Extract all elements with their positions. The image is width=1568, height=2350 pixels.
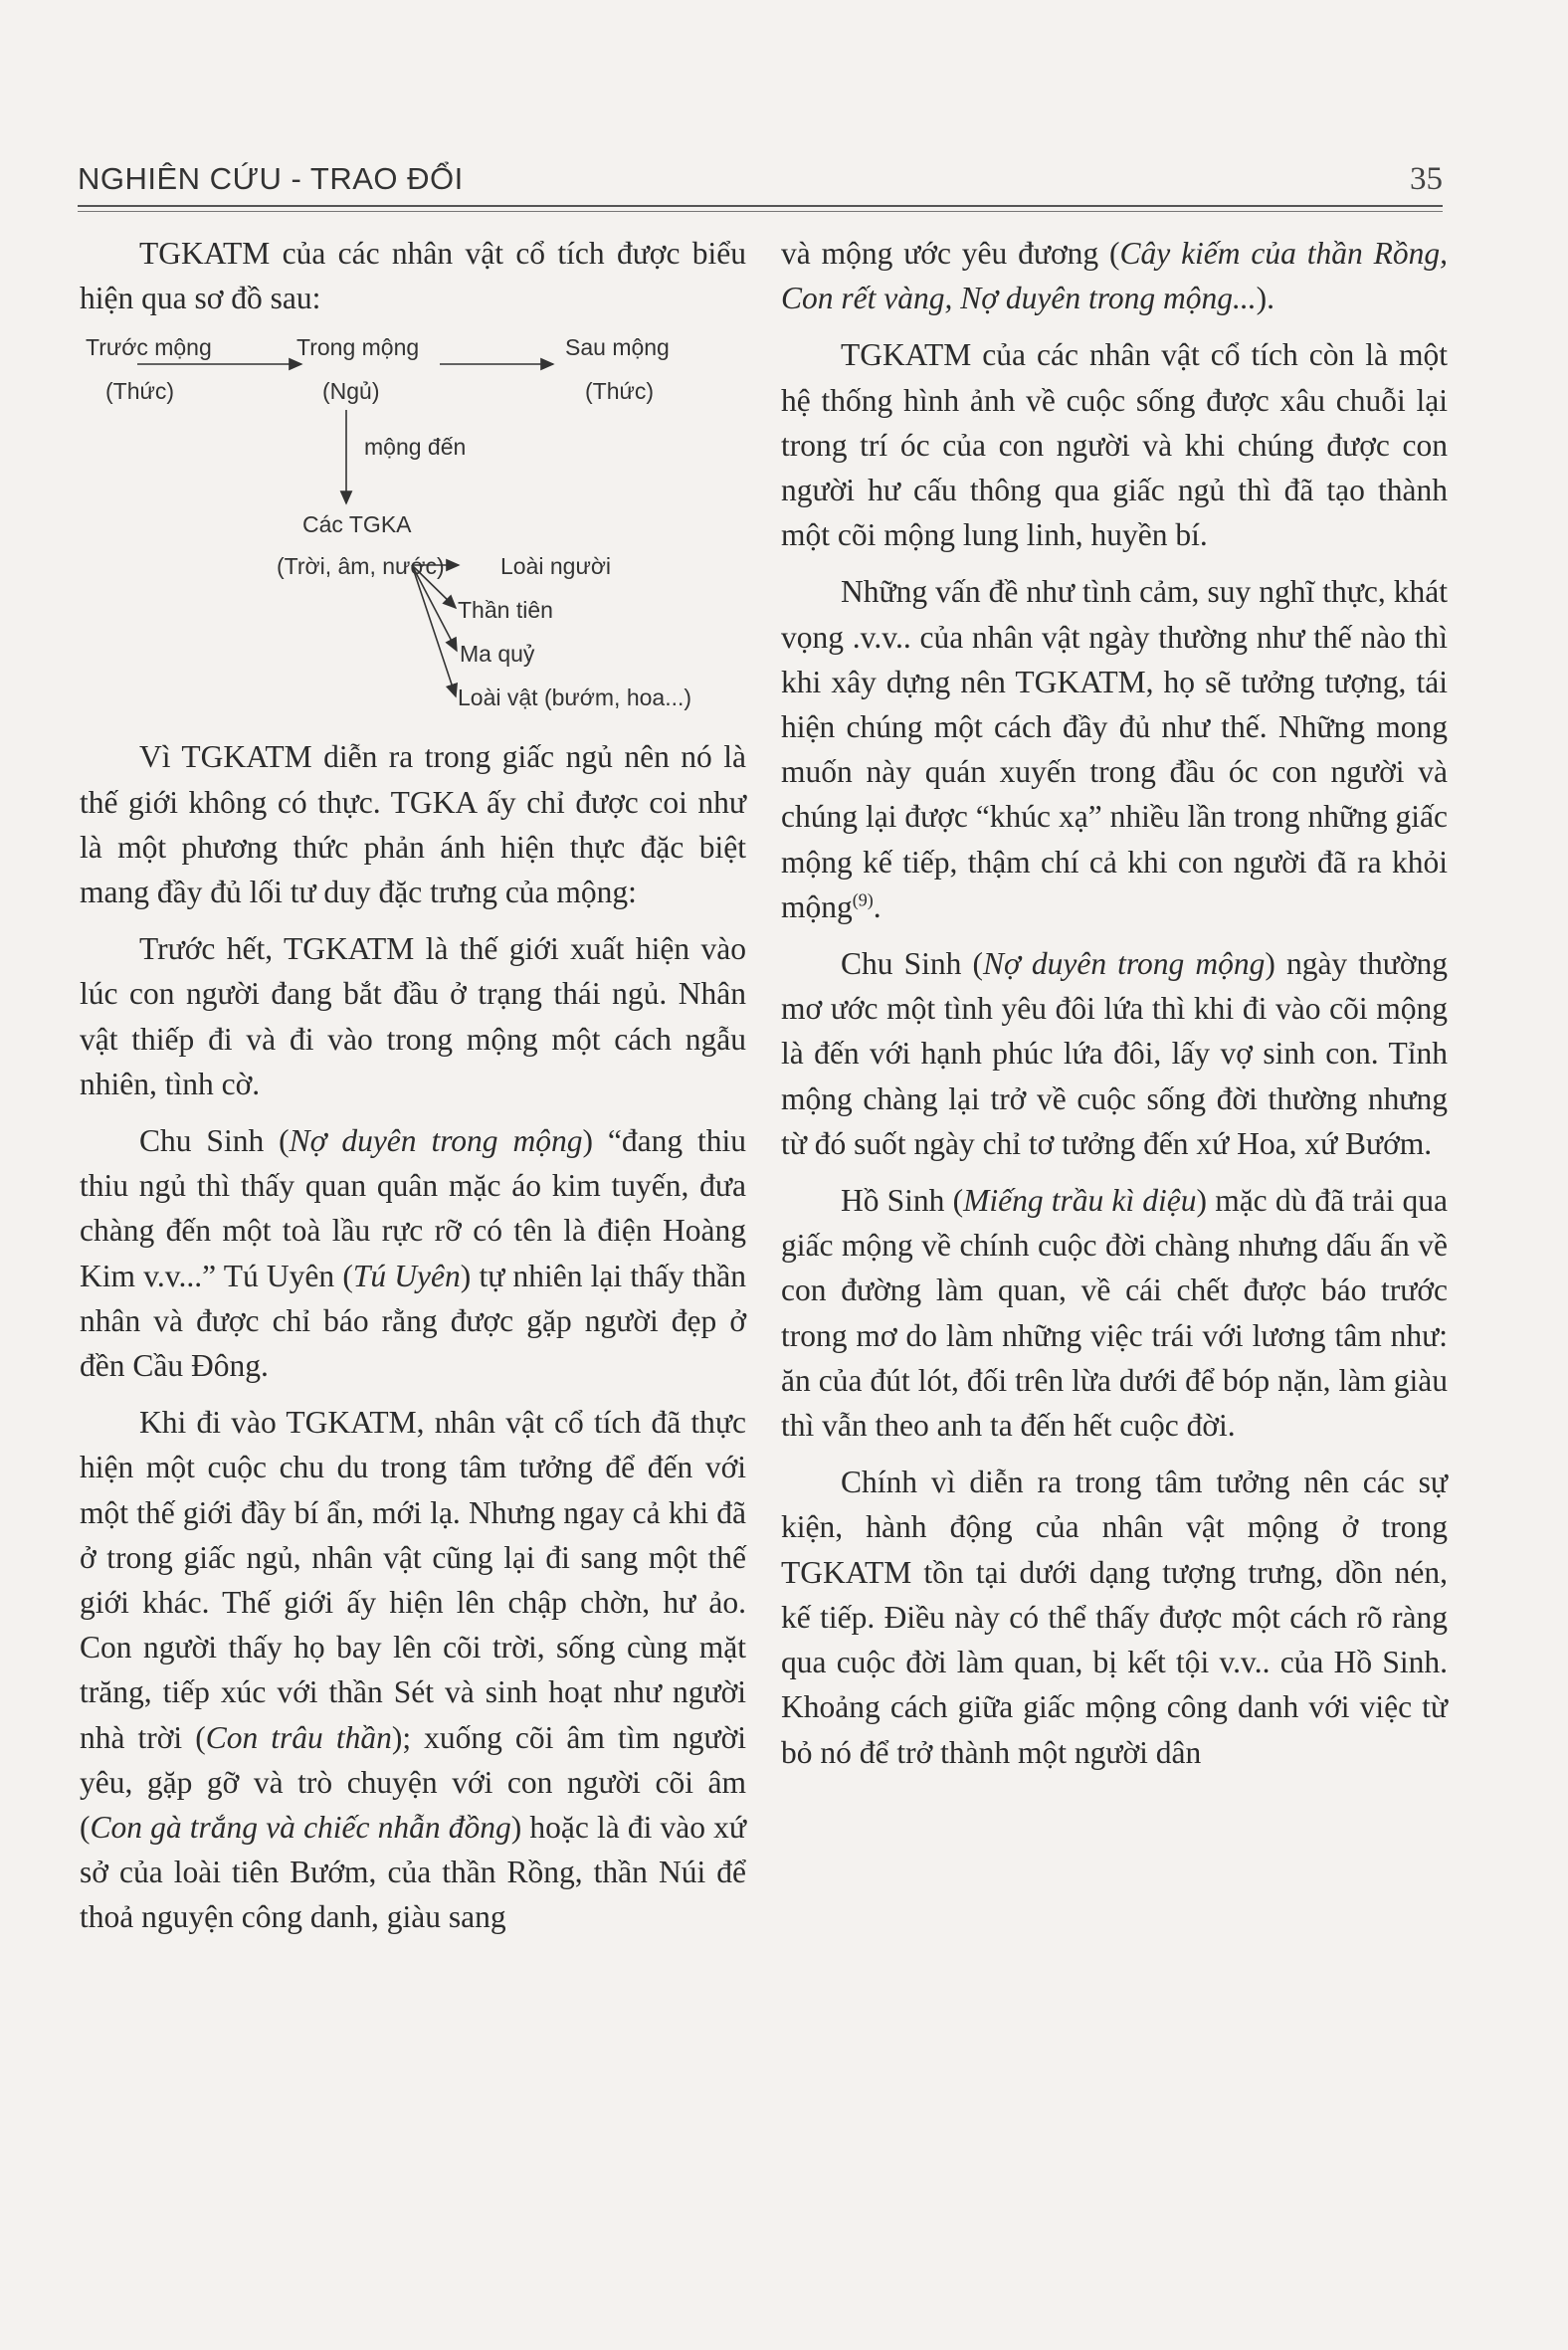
work-title: Tú Uyên — [352, 1258, 461, 1293]
label-after-dream: Sau mộng — [565, 334, 670, 361]
paragraph: Khi đi vào TGKATM, nhân vật cổ tích đã thực hiện một cuộc chu du trong tâm tưởng để đến với một thế giới đầy bí ẩn, mới lạ. Nhưng ngay cả khi đã ở trong giấc ngủ, nhân vật cũng lại đi sang một thế giới khác. Thế giới ấy hiện lên chập chờn, hư ảo. Con người thấy họ bay lên cõi trời, sống cùng mặt trăng, tiếp xúc với thần Sét và sinh hoạt như người nhà trời (Con trâu thần); xuống cõi âm tìm người yêu, gặp gỡ và trò chuyện với con người cõi âm (Con gà trắng và chiếc nhẫn đồng) hoặc là đi vào xứ sở của loài tiên Bướm, của thần Rồng, thần Núi để thoả nguyện công danh, giàu sang — [80, 1405, 746, 1935]
paragraph: Chu Sinh (Nợ duyên trong mộng) “đang thiu thiu ngủ thì thấy quan quân mặc áo kim tuyến, đưa chàng đến một toà lầu rực rỡ có tên là điện Hoàng Kim v.v...” Tú Uyên (Tú Uyên) tự nhiên lại thấy thần nhân và được chỉ báo rằng được gặp người đẹp ở đền Cầu Đông. — [80, 1123, 746, 1384]
paragraph: Vì TGKATM diễn ra trong giấc ngủ nên nó là thế giới không có thực. TGKA ấy chỉ được coi như là một phương thức phản ánh hiện thực đặc biệt mang đầy đủ lối tư duy đặc trưng của mộng: — [80, 739, 746, 910]
label-dream-arrives: mộng đến — [364, 434, 467, 461]
paragraph: Những vấn đề như tình cảm, suy nghĩ thực, khát vọng .v.v.. của nhân vật ngày thường như thế nào thì khi xây dựng nên TGKATM, họ sẽ tưởng tượng, tái hiện chúng một cách đầy đủ như thế. Những mong muốn này quán xuyến trong đầu óc con người và chúng lại được “khúc xạ” nhiều lần trong những giấc mộng kế tiếp, thậm chí cả khi con người đã ra khỏi mộng$^{(9)}$. — [781, 574, 1448, 924]
header-rule-thin — [78, 211, 1443, 212]
branch-ghosts: Ma quỷ — [460, 641, 535, 668]
header-rule — [78, 205, 1443, 207]
paragraph: Hồ Sinh (Miếng trầu kì diệu) mặc dù đã trải qua giấc mộng về chính cuộc đời chàng nhưng dấu ấn về con đường làm quan, về cái chết được báo trước trong mơ do làm những việc trái với lương tâm như: ăn của đút lót, đối trên lừa dưới để bóp nặn, làm giàu thì vẫn theo anh ta đến hết cuộc đời. — [781, 1183, 1449, 1444]
right-column — [781, 231, 1448, 1787]
paragraph: Chu Sinh (Nợ duyên trong mộng) ngày thường mơ ước một tình yêu đôi lứa thì khi đi vào cõi mộng là đến với hạnh phúc lứa đôi, lấy vợ sinh con. Tỉnh mộng chàng lại trở về cuộc sống đời thường nhưng từ đó suốt ngày chỉ tơ tưởng đến xứ Hoa, xứ Bướm. — [781, 946, 1449, 1161]
paragraph: TGKATM của các nhân vật cổ tích còn là một hệ thống hình ảnh về cuộc sống được xâu chuỗi lại trong trí óc của con người và khi chúng được con người hư cấu thông qua giấc ngủ thì đã tạo thành một cõi mộng lung linh, huyền bí. — [781, 337, 1448, 553]
page-number: 35 — [1410, 161, 1443, 197]
paragraph-intro: TGKATM của các nhân vật cổ tích được biểu hiện qua sơ đồ sau: — [80, 236, 746, 316]
work-title: Con trâu thần — [205, 1719, 392, 1755]
work-title: Con gà trắng và chiếc nhẫn đồng — [90, 1810, 511, 1846]
label-tgka-sub: (Trời, âm, nước) — [277, 553, 445, 580]
paragraph: Chính vì diễn ra trong tâm tưởng nên các sự kiện, hành động của nhân vật mộng ở trong TGKATM tồn tại dưới dạng tượng trưng, dồn nén, kế tiếp. Điều này có thể thấy được một cách rõ ràng qua cuộc đời làm quan, bị kết tội v.v.. của Hồ Sinh. Khoảng cách giữa giấc mộng công danh với việc từ bỏ nó để trở thành một người dân — [781, 1465, 1448, 1770]
work-title: Cây kiếm của thần Rồng, Con rết vàng, Nợ duyên trong mộng... — [781, 236, 1448, 316]
section-title: NGHIÊN CỨU - TRAO ĐỔI — [78, 161, 464, 196]
paragraph: Trước hết, TGKATM là thế giới xuất hiện vào lúc con người đang bắt đầu ở trạng thái ngủ. Nhân vật thiếp đi và đi vào trong mộng một cách ngẫu nhiên, tình cờ. — [80, 931, 746, 1101]
branch-animals: Loài vật (bướm, hoa...) — [458, 685, 692, 711]
work-title: Nợ duyên trong mộng — [982, 946, 1266, 982]
label-after-state: (Thức) — [585, 378, 655, 405]
branch-humans: Loài người — [500, 553, 612, 580]
label-before-dream: Trước mộng — [86, 334, 212, 361]
branch-immortals: Thần tiên — [458, 597, 553, 624]
label-during-state: (Ngủ) — [322, 378, 380, 405]
dream-diagram — [80, 326, 746, 724]
label-before-state: (Thức) — [105, 378, 175, 405]
work-title: Nợ duyên trong mộng — [289, 1123, 583, 1159]
paragraph: và mộng ước yêu đương (Cây kiếm của thần Rồng, Con rết vàng, Nợ duyên trong mộng...). — [781, 236, 1448, 316]
running-header — [78, 157, 1443, 201]
work-title: Miếng trầu kì diệu — [963, 1183, 1197, 1219]
footnote-ref: (9) — [852, 889, 874, 910]
label-during-dream: Trong mộng — [296, 334, 420, 361]
label-tgka: Các TGKA — [302, 511, 412, 538]
branch-line-4 — [412, 565, 456, 696]
left-column — [80, 231, 746, 1952]
